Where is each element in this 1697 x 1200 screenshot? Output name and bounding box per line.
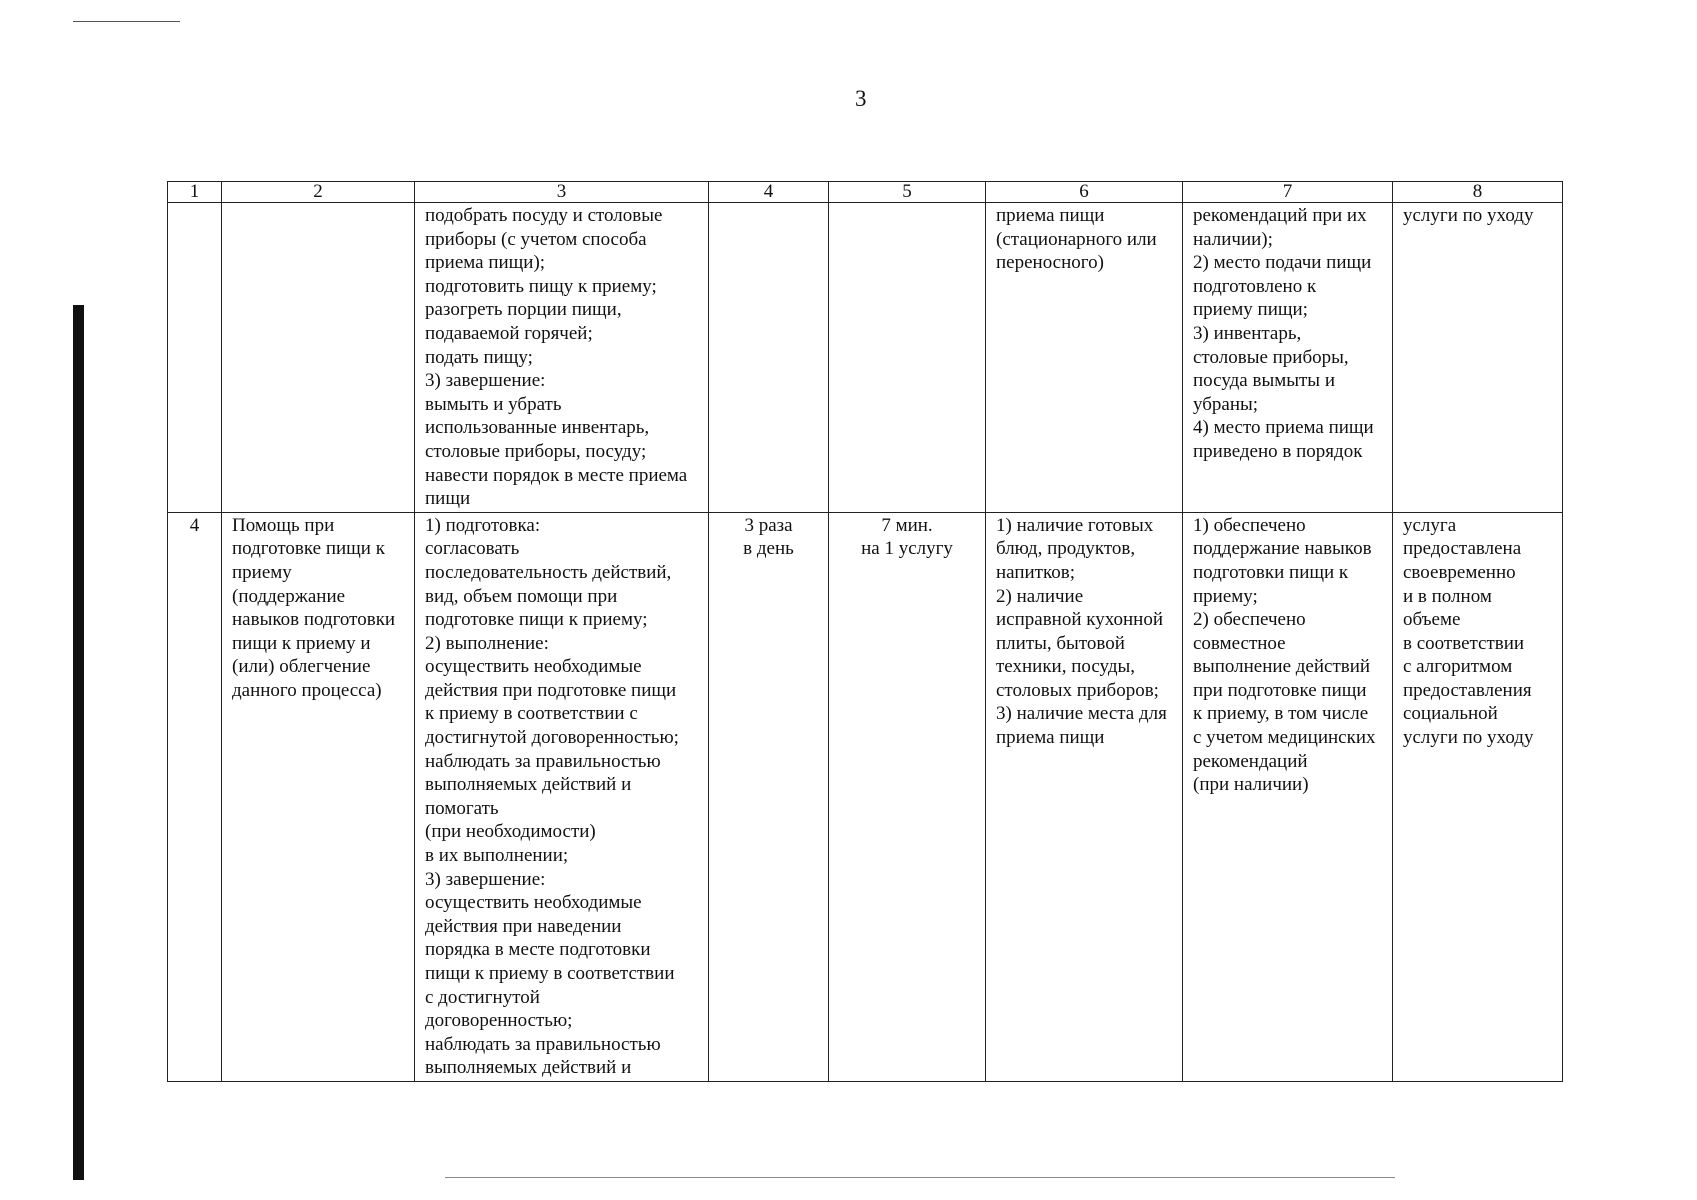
column-number-5: 5: [829, 182, 986, 203]
column-number-2: 2: [222, 182, 415, 203]
conditions-cell: приема пищи (стационарного или переносного): [986, 203, 1183, 513]
results-cell: рекомендаций при их наличии); 2) место подачи пищи подготовлено к приему пищи; 3) инвентарь, столовые приборы, посуда вымыты и убраны; 4) место приема пищи приведено в порядок: [1183, 203, 1393, 513]
quality-cell: услуги по уходу: [1393, 203, 1563, 513]
actions-cell: подобрать посуду и столовые приборы (с учетом способа приема пищи); подготовить пищу к приему; разогреть порции пищи, подаваемой горячей; подать пищу; 3) завершение: вымыть и убрать использованные инвентарь, столовые приборы, посуду; навести порядок в месте приема пищи: [415, 203, 709, 513]
column-number-7: 7: [1183, 182, 1393, 203]
column-number-4: 4: [709, 182, 829, 203]
column-number-1: 1: [168, 182, 222, 203]
conditions-cell: 1) наличие готовых блюд, продуктов, напитков; 2) наличие исправной кухонной плиты, бытовой техники, посуды, столовых приборов; 3) наличие места для приема пищи: [986, 512, 1183, 1081]
table-header-row: [168, 182, 1563, 203]
service-name-cell: [222, 203, 415, 513]
duration-cell: [829, 203, 986, 513]
table-row: [168, 512, 1563, 1081]
row-number-cell: [168, 203, 222, 513]
quality-cell: услуга предоставлена своевременно и в полном объеме в соответствии с алгоритмом предоставления социальной услуги по уходу: [1393, 512, 1563, 1081]
duration-cell: 7 мин. на 1 услугу: [829, 512, 986, 1081]
column-number-8: 8: [1393, 182, 1563, 203]
column-number-3: 3: [415, 182, 709, 203]
scan-artifact-left-bar: [73, 305, 84, 1180]
scan-artifact-bottom-line: [445, 1177, 1395, 1178]
page-number: 3: [855, 86, 867, 111]
actions-cell: 1) подготовка: согласовать последовательность действий, вид, объем помощи при подготовке пищи к приему; 2) выполнение: осуществить необходимые действия при подготовке пищи к приему в соответствии с достигнутой договоренностью; наблюдать за правильностью выполняемых действий и помогать (при необходимости) в их выполнении; 3) завершение: осуществить необходимые действия при наведении порядка в месте подготовки пищи к приему в соответствии с достигнутой договоренностью; наблюдать за правильностью выполняемых действий и: [415, 512, 709, 1081]
frequency-cell: 3 раза в день: [709, 512, 829, 1081]
frequency-cell: [709, 203, 829, 513]
column-number-6: 6: [986, 182, 1183, 203]
services-table: [167, 181, 1563, 1082]
row-number-cell: 4: [168, 512, 222, 1081]
service-name-cell: Помощь при подготовке пищи к приему (поддержание навыков подготовки пищи к приему и (или) облегчение данного процесса): [222, 512, 415, 1081]
table-row: [168, 203, 1563, 513]
results-cell: 1) обеспечено поддержание навыков подготовки пищи к приему; 2) обеспечено совместное выполнение действий при подготовке пищи к приему, в том числе с учетом медицинских рекомендаций (при наличии): [1183, 512, 1393, 1081]
scan-artifact-top: [73, 21, 180, 22]
